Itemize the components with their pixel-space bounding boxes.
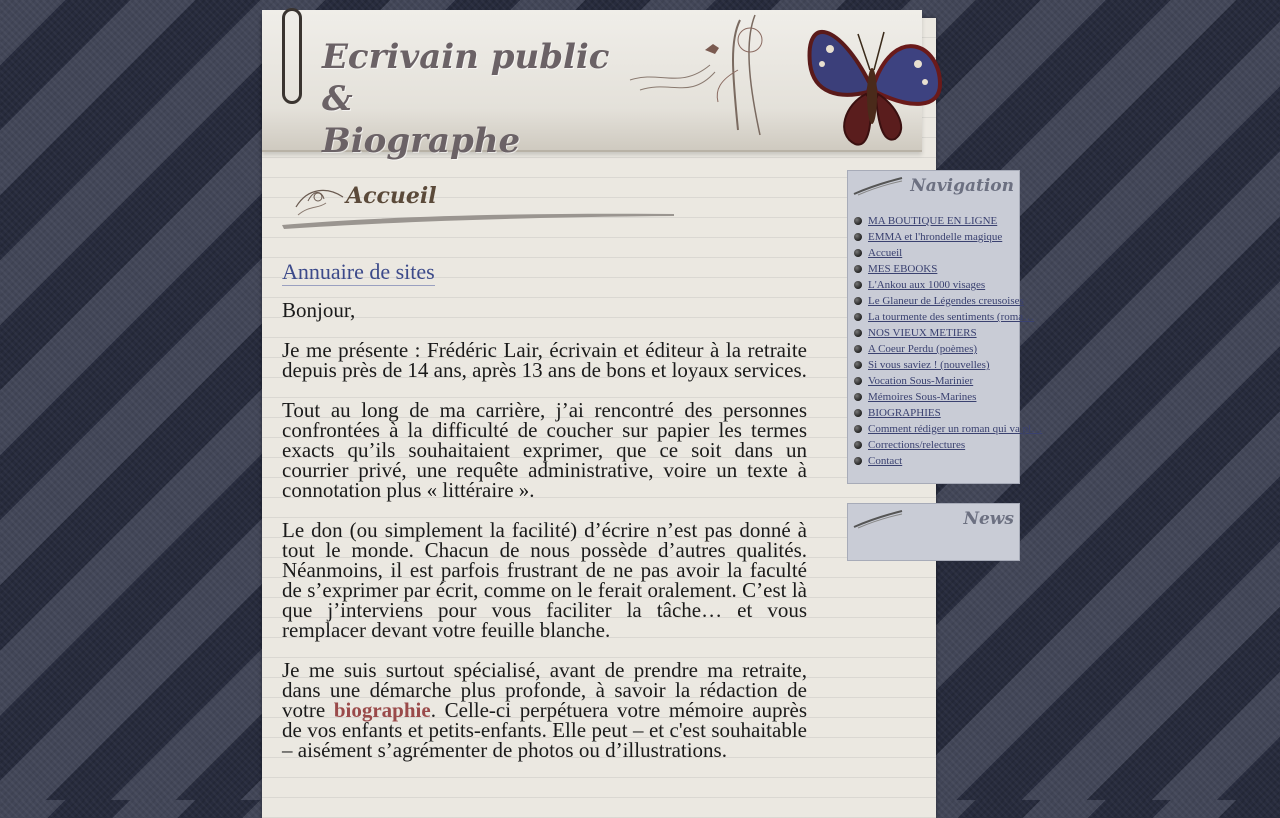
- nav-item[interactable]: [854, 453, 1042, 469]
- nav-link[interactable]: MA BOUTIQUE EN LIGNE: [868, 215, 998, 227]
- bullet-icon: [854, 297, 862, 305]
- navigation-box: [847, 170, 1043, 484]
- nav-item[interactable]: [854, 293, 1042, 309]
- nav-link[interactable]: EMMA et l'hrondelle magique: [868, 231, 1003, 243]
- bullet-icon: [854, 441, 862, 449]
- nav-item[interactable]: [854, 437, 1042, 453]
- nav-item[interactable]: [854, 245, 1042, 261]
- nav-link[interactable]: MES EBOOKS: [868, 263, 938, 275]
- bullet-icon: [854, 313, 862, 321]
- nav-link[interactable]: Le Glaneur de Légendes creusoises: [868, 295, 1024, 307]
- bullet-icon: [854, 345, 862, 353]
- biographie-link[interactable]: biographie: [333, 698, 431, 722]
- site-title-line1: Ecrivain public &: [322, 37, 610, 119]
- annuaire-link[interactable]: Annuaire de sites: [282, 259, 435, 284]
- page-title-block: [282, 175, 807, 235]
- paragraph: Tout au long de ma carrière, j’ai rencontré des personnes confrontées à la difficulté de coucher sur papier les termes exacts qu’ils souhaitaient exprimer, que ce soit dans un courrier privé, une requête administrative, voire un texte à connotation plus « littéraire ».: [282, 398, 807, 502]
- site-title-line2: Biographe: [322, 121, 521, 161]
- girl-with-bird-illustration: [620, 10, 820, 140]
- navigation-list: [854, 213, 1042, 469]
- nav-link[interactable]: Corrections/relectures: [868, 439, 966, 451]
- paragraph-text: . Celle-ci perpétuera votre mémoire auprès de vos enfants et petits-enfants. Elle peut – et c'est souhaitable – aisément s’agrémenter de photos ou d’illustrations.: [282, 698, 807, 762]
- nav-item[interactable]: [854, 309, 1042, 325]
- nav-item[interactable]: [854, 421, 1042, 437]
- nav-link[interactable]: Contact: [868, 455, 903, 467]
- nav-item[interactable]: [854, 277, 1042, 293]
- nav-item[interactable]: [854, 357, 1042, 373]
- bullet-icon: [854, 393, 862, 401]
- paperclip-decoration: [282, 8, 302, 104]
- article-body: [282, 300, 807, 760]
- nav-link[interactable]: A Coeur Perdu (poèmes): [868, 343, 978, 355]
- paragraph: Le don (ou simplement la facilité) d’écrire n’est pas donné à tout le monde. Chacun de nous possède d’autres qualités. Néanmoins, il est parfois frustrant de ne pas avoir la faculté de s’exprimer par écrit, comme on le ferait oralement. C’est là que j’interviens pour vous faciliter la tâche… et vous remplacer devant votre feuille blanche.: [282, 518, 807, 642]
- pen-stroke-icon: [852, 175, 904, 197]
- nav-link[interactable]: Vocation Sous-Marinier: [868, 375, 974, 387]
- paragraph: Je me présente : Frédéric Lair, écrivain et éditeur à la retraite depuis près de 14 ans, après 13 ans de bons et loyaux services.: [282, 338, 807, 382]
- nav-item[interactable]: [854, 405, 1042, 421]
- news-box: [847, 503, 1020, 561]
- main-content: [282, 175, 807, 780]
- nav-item[interactable]: [854, 229, 1042, 245]
- bullet-icon: [854, 457, 862, 465]
- nav-item[interactable]: [854, 213, 1042, 229]
- nav-link[interactable]: BIOGRAPHIES: [868, 407, 941, 419]
- bullet-icon: [854, 281, 862, 289]
- butterfly-illustration: [800, 4, 948, 154]
- title-underline-stroke: [282, 211, 674, 231]
- bullet-icon: [854, 217, 862, 225]
- bullet-icon: [854, 377, 862, 385]
- navigation-title: Navigation: [910, 176, 1014, 196]
- nav-item[interactable]: [854, 389, 1042, 405]
- bullet-icon: [854, 265, 862, 273]
- bullet-icon: [854, 425, 862, 433]
- site-title[interactable]: [322, 36, 622, 162]
- nav-item[interactable]: [854, 261, 1042, 277]
- bullet-icon: [854, 361, 862, 369]
- pen-stroke-icon: [852, 508, 904, 530]
- nav-item[interactable]: [854, 341, 1042, 357]
- nav-item[interactable]: [854, 325, 1042, 341]
- paragraph: Bonjour,: [282, 298, 356, 322]
- page-title: Accueil: [346, 183, 437, 209]
- nav-link[interactable]: Comment rédiger un roman qui va pl…: [868, 423, 1043, 435]
- nav-link[interactable]: L'Ankou aux 1000 visages: [868, 279, 986, 291]
- bullet-icon: [854, 329, 862, 337]
- nav-link[interactable]: Si vous saviez ! (nouvelles): [868, 359, 990, 371]
- nav-link[interactable]: Accueil: [868, 247, 903, 259]
- nav-link[interactable]: Mémoires Sous-Marines: [868, 391, 977, 403]
- nav-link[interactable]: La tourmente des sentiments (roma…: [868, 311, 1035, 323]
- paragraph-text: Je me suis surtout spécialisé, avant de prendre ma retraite, dans une démarche plus profonde, à savoir la rédaction de votre: [282, 658, 807, 722]
- bullet-icon: [854, 409, 862, 417]
- bullet-icon: [854, 249, 862, 257]
- nav-link[interactable]: NOS VIEUX METIERS: [868, 327, 977, 339]
- news-title: News: [963, 509, 1014, 529]
- bullet-icon: [854, 233, 862, 241]
- nav-item[interactable]: [854, 373, 1042, 389]
- paragraph: [282, 660, 807, 760]
